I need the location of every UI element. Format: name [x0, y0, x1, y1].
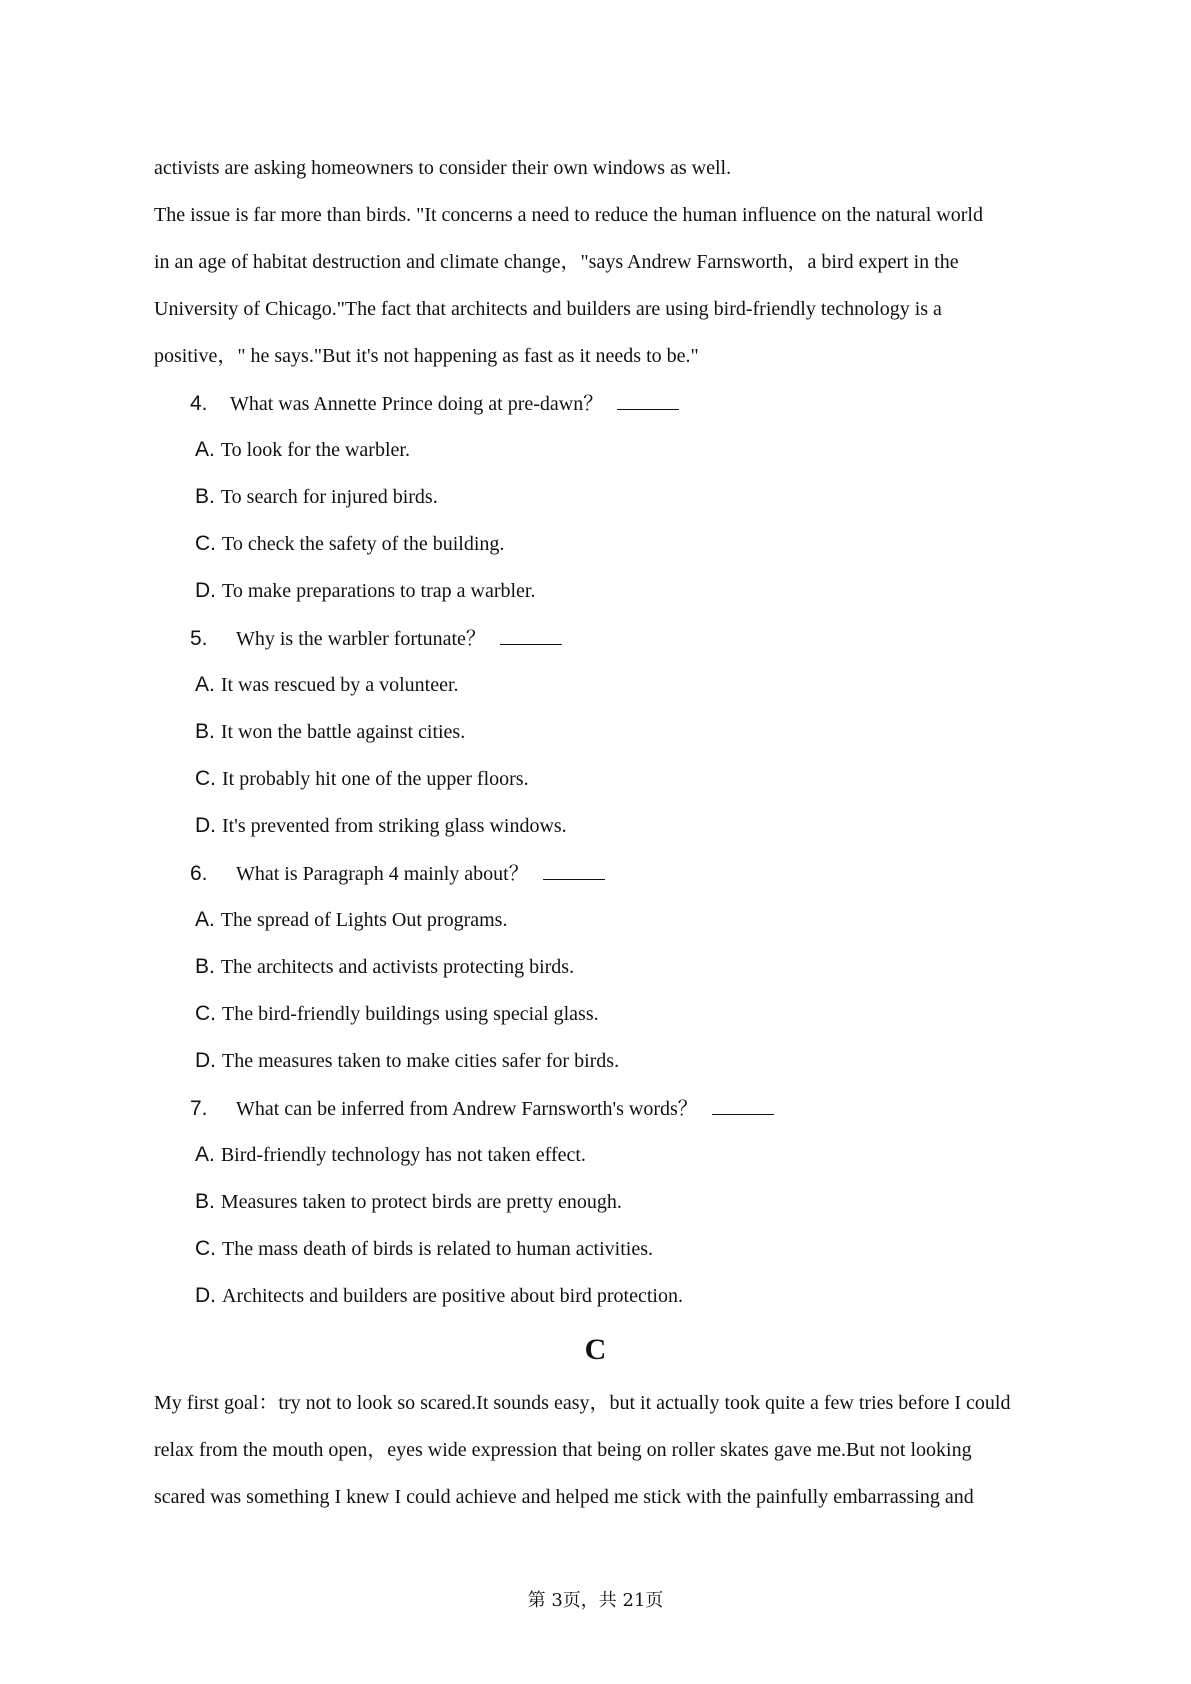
section-line: relax from the mouth open，eyes wide expression that being on roller skates gave me.But not looking	[154, 1439, 972, 1461]
option-letter: A.	[195, 438, 215, 461]
answer-blank[interactable]	[543, 861, 605, 880]
option-c[interactable]	[195, 1237, 653, 1261]
option-text: The mass death of birds is related to human activities.	[222, 1238, 653, 1260]
question-number: 6.	[190, 862, 208, 885]
option-letter: D.	[195, 1049, 216, 1072]
question-number: 7.	[190, 1097, 208, 1120]
answer-blank[interactable]	[617, 391, 679, 410]
option-text: To search for injured birds.	[220, 486, 438, 508]
option-letter: C.	[195, 767, 216, 790]
option-letter: B.	[195, 955, 215, 978]
option-text: To make preparations to trap a warbler.	[222, 580, 536, 602]
question-5	[190, 626, 562, 651]
option-c[interactable]	[195, 767, 529, 791]
option-d[interactable]	[195, 579, 535, 603]
option-letter: A.	[195, 1143, 215, 1166]
option-text: Measures taken to protect birds are pretty enough.	[220, 1191, 622, 1213]
option-letter: D.	[195, 579, 216, 602]
section-title: C	[584, 1333, 607, 1366]
option-letter: C.	[195, 1237, 216, 1260]
question-number: 5.	[190, 627, 208, 650]
page-footer: 第 3页，共 21页	[527, 1590, 664, 1611]
passage-line: in an age of habitat destruction and climate change，"says Andrew Farnsworth，a bird expert in the	[154, 251, 959, 273]
option-text: It probably hit one of the upper floors.	[222, 768, 529, 790]
option-c[interactable]	[195, 532, 504, 556]
option-b[interactable]	[195, 1190, 622, 1214]
section-line: scared was something I knew I could achieve and helped me stick with the painfully embarrassing and	[154, 1486, 974, 1508]
answer-blank[interactable]	[500, 626, 562, 645]
question-4	[190, 391, 679, 416]
option-a[interactable]	[195, 673, 459, 697]
option-letter: C.	[195, 1002, 216, 1025]
option-text: To look for the warbler.	[220, 439, 410, 461]
question-number: 4.	[190, 392, 208, 415]
option-a[interactable]	[195, 908, 507, 932]
option-b[interactable]	[195, 955, 574, 979]
option-c[interactable]	[195, 1002, 599, 1026]
option-text: The spread of Lights Out programs.	[220, 909, 508, 931]
passage-line: The issue is far more than birds. "It concerns a need to reduce the human influence on the natural world	[154, 204, 983, 226]
option-letter: D.	[195, 1284, 216, 1307]
option-letter: D.	[195, 814, 216, 837]
option-text: Architects and builders are positive about bird protection.	[222, 1285, 683, 1307]
option-a[interactable]	[195, 438, 410, 462]
question-text: What is Paragraph 4 mainly about？	[236, 863, 529, 885]
question-7	[190, 1096, 774, 1121]
question-text: Why is the warbler fortunate？	[236, 628, 486, 650]
option-d[interactable]	[195, 814, 567, 838]
question-6	[190, 861, 605, 886]
option-text: It's prevented from striking glass windows.	[222, 815, 567, 837]
option-text: It won the battle against cities.	[220, 721, 466, 743]
option-b[interactable]	[195, 720, 465, 744]
option-letter: A.	[195, 673, 215, 696]
option-b[interactable]	[195, 485, 438, 509]
option-text: It was rescued by a volunteer.	[220, 674, 459, 696]
option-a[interactable]	[195, 1143, 586, 1167]
answer-blank[interactable]	[712, 1096, 774, 1115]
option-text: The bird-friendly buildings using special glass.	[222, 1003, 599, 1025]
passage-line: activists are asking homeowners to consider their own windows as well.	[154, 157, 732, 179]
option-text: The measures taken to make cities safer for birds.	[222, 1050, 620, 1072]
option-letter: B.	[195, 485, 215, 508]
option-text: The architects and activists protecting birds.	[220, 956, 575, 978]
question-text: What was Annette Prince doing at pre-dawn？	[230, 393, 604, 415]
option-letter: C.	[195, 532, 216, 555]
passage-line: University of Chicago."The fact that architects and builders are using bird-friendly technology is a	[154, 298, 942, 320]
passage-line: positive，" he says."But it's not happening as fast as it needs to be."	[154, 345, 699, 367]
section-line: My first goal：try not to look so scared.It sounds easy，but it actually took quite a few tries before I could	[154, 1392, 1011, 1414]
option-letter: B.	[195, 720, 215, 743]
option-letter: B.	[195, 1190, 215, 1213]
option-text: To check the safety of the building.	[222, 533, 505, 555]
question-text: What can be inferred from Andrew Farnsworth's words？	[236, 1098, 698, 1120]
option-d[interactable]	[195, 1284, 683, 1308]
option-d[interactable]	[195, 1049, 619, 1073]
option-letter: A.	[195, 908, 215, 931]
option-text: Bird-friendly technology has not taken effect.	[220, 1144, 586, 1166]
